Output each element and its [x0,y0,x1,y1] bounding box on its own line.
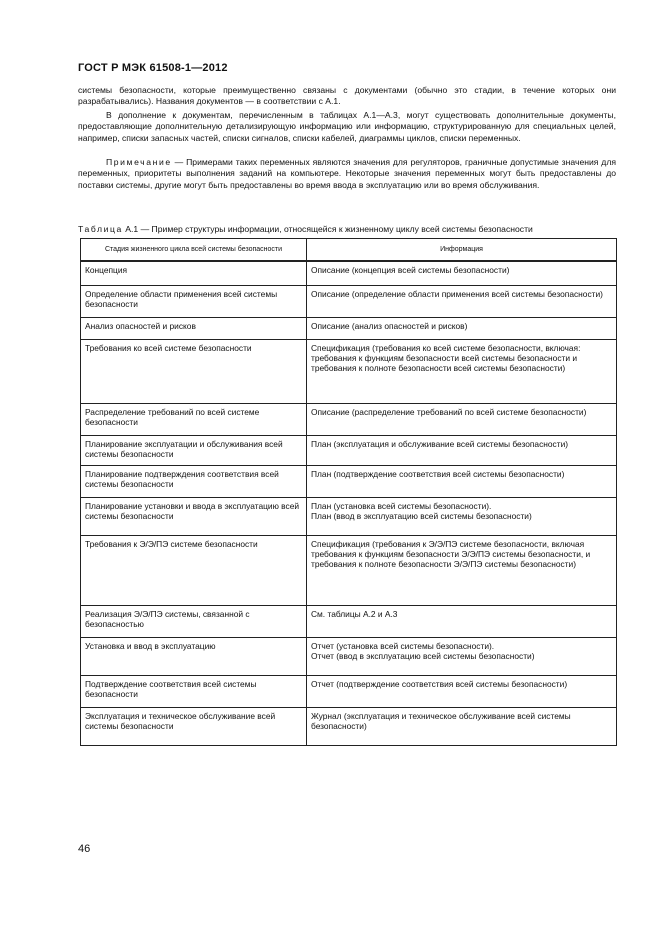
stage-cell: Планирование подтверждения соответствия всей системы безопасности [81,465,307,497]
info-cell: Описание (анализ опасностей и рисков) [307,317,617,339]
info-cell: Отчет (установка всей системы безопасности). Отчет (ввод в эксплуатацию всей системы безопасности) [307,637,617,675]
table-row [81,637,617,675]
table-row [81,317,617,339]
stage-cell: Требования ко всей системе безопасности [81,339,307,403]
info-cell: См. таблицы А.2 и А.3 [307,605,617,637]
document-header: ГОСТ Р МЭК 61508-1—2012 [78,62,228,74]
stage-cell: Планирование эксплуатации и обслуживания всей системы безопасности [81,435,307,465]
stage-cell: Анализ опасностей и рисков [81,317,307,339]
table-row [81,261,617,285]
info-cell: Журнал (эксплуатация и техническое обслуживание всей системы безопасности) [307,707,617,745]
info-cell: Спецификация (требования к Э/Э/ПЭ системе безопасности, включая требования к функциям безопасности Э/Э/ПЭ системы безопасности, и требования к полноте безопасности Э/Э/ПЭ системы безопасности) [307,535,617,605]
table-row [81,605,617,637]
note-paragraph [78,157,616,191]
stage-cell: Эксплуатация и техническое обслуживание всей системы безопасности [81,707,307,745]
stage-cell: Подтверждение соответствия всей системы безопасности [81,675,307,707]
paragraph-1: системы безопасности, которые преимущественно связаны с документами (обычно это стадии, в течение которых они разрабатывались). Названия документов — в соответствии с А.1. [78,85,616,107]
lifecycle-table [80,238,617,746]
info-cell: Описание (определение области применения всей системы безопасности) [307,285,617,317]
stage-cell: Требования к Э/Э/ПЭ системе безопасности [81,535,307,605]
stage-cell: Распределение требований по всей системе безопасности [81,403,307,435]
table-header-info: Информация [307,239,617,262]
paragraph-2: В дополнение к документам, перечисленным в таблицах А.1—А.3, могут существовать дополнительные документы, предоставляющие дополнительную детализирующую информацию или информацию, структурированную для специальных целей, например, списки запасных частей, списки сигналов, списки кабелей, диаграммы циклов, списки переменных. [78,110,616,143]
page-number: 46 [78,843,91,855]
table-row [81,403,617,435]
stage-cell: Определение области применения всей системы безопасности [81,285,307,317]
table-caption [78,224,618,234]
stage-cell: Реализация Э/Э/ПЭ системы, связанной с безопасностью [81,605,307,637]
note-text: — Примерами таких переменных являются значения для регуляторов, граничные допустимые значения для переменных, приоритеты выполнения заданий на компьютере. Некоторые значения переменных могут быть предоставлены до поставки системы, другие могут быть предоставлены во время ввода в эксплуатацию или во время обслуживания. [78,157,616,190]
info-cell: Описание (распределение требований по всей системе безопасности) [307,403,617,435]
table-row [81,497,617,535]
table-row [81,535,617,605]
table-caption-text: А.1 — Пример структуры информации, относящейся к жизненному циклу всей системы безопасности [122,224,533,234]
table-header-row [81,239,617,262]
table-row [81,675,617,707]
info-cell: Спецификация (требования ко всей системе безопасности, включая: требования к функциям безопасности всей системы безопасности и требования к полноте безопасности всей системы безопасности) [307,339,617,403]
table-row [81,465,617,497]
stage-cell: Установка и ввод в эксплуатацию [81,637,307,675]
info-cell: План (эксплуатация и обслуживание всей системы безопасности) [307,435,617,465]
info-cell: План (подтверждение соответствия всей системы безопасности) [307,465,617,497]
info-cell: Отчет (подтверждение соответствия всей системы безопасности) [307,675,617,707]
table-row [81,285,617,317]
stage-cell: Концепция [81,261,307,285]
table-row [81,339,617,403]
stage-cell: Планирование установки и ввода в эксплуатацию всей системы безопасности [81,497,307,535]
table-row [81,707,617,745]
info-cell: Описание (концепция всей системы безопасности) [307,261,617,285]
note-label: Примечание [106,157,172,167]
table-caption-label: Таблица [78,224,123,234]
table-header-stage: Стадия жизненного цикла всей системы безопасности [81,239,307,262]
table-row [81,435,617,465]
info-cell: План (установка всей системы безопасности). План (ввод в эксплуатацию всей системы безопасности) [307,497,617,535]
